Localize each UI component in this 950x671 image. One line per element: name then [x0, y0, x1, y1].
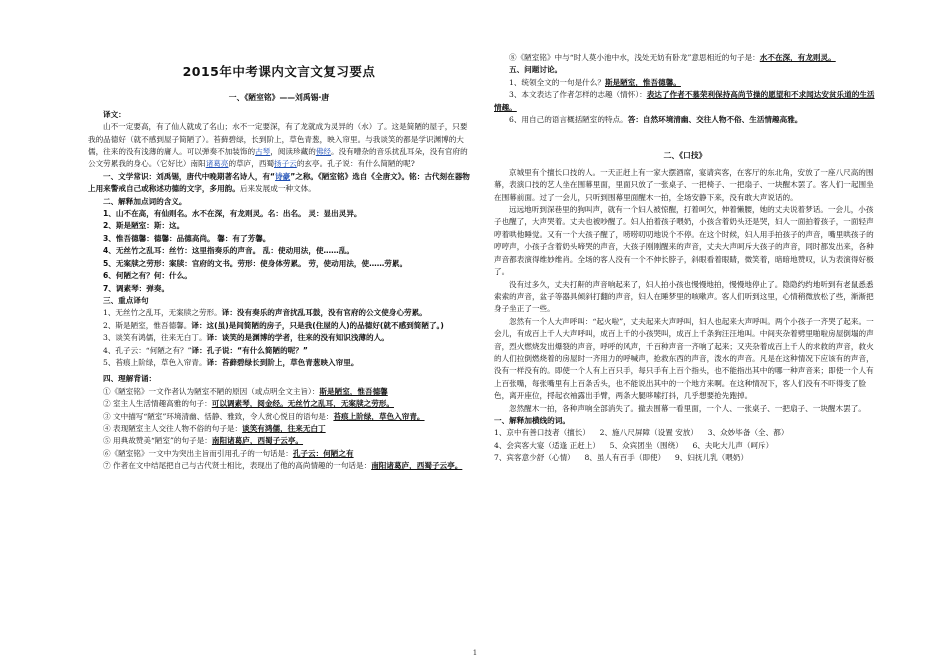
wenti-heading: 五、问题讨论。: [509, 65, 563, 75]
page-title: 2015年中考课内文言文复习要点: [182, 64, 376, 79]
yiwen-paragraph: 山不一定要高，有了仙人就成了名山；水不一定要深，有了龙就成为灵异的（水）了。这是简陋的屋子，只要我的品德好（就不感到屋子简陋了）。苔藓碧绿，长到阶上，草色青葱，映入帘里。与我谈笑的都是学识渊博的大儒，往来的没有浅薄的庸人。可以弹奏不加装饰的古琴，阅读珍藏的佛经。没有嘈杂的音乐扰乱耳朵，没有官府的公文劳累我的身心。（它好比）南阳诸葛亮的草庐，西蜀扬子云的玄亭。孔子说：有什么简陋的呢?: [88, 122, 468, 169]
kouji-paragraph: 没有过多久，丈夫打鼾的声音响起来了，妇人拍小孩也慢慢地拍，慢慢地停止了。隐隐约约地听到有老鼠悉悉索索的声音，盆子等器具倾斜打翻的声音，妇人在睡梦里的咳嗽声。客人们听到这里，心情稍微放松了些，渐渐把身子坐正了一些。: [494, 279, 874, 314]
jieshi-item: 3、惟吾德馨：德馨：品德高尚。 馨：有了芳馨。: [103, 233, 271, 243]
shiyi-row: 7、宾客意少舒（心情） 8、虽人有百手（即使） 9、妇抚儿乳（喂奶）: [494, 453, 749, 463]
jieshi-item: 7、调素琴：弹奏。: [103, 283, 170, 293]
jieshi-item: 6、何陋之有？何：什么。: [103, 271, 192, 281]
recite-item: ④ 表现陋室主人交往人物不俗的句子是：谈笑有鸿儒，往来无白丁: [103, 423, 326, 433]
page-number: 1: [472, 649, 478, 657]
shiyi-row: 1、京中有善口技者（擅长） 2、施八尺屏障（设置 安放） 3、众妙毕备（全、都）: [494, 428, 789, 438]
kouji-paragraph: 远远地听到深巷里的狗叫声，就有一个妇人被惊醒，打着呵欠，伸着懒腰，她的丈夫说着梦话。一会儿，小孩子也醒了，大声哭着。丈夫也被吵醒了。妇人拍着孩子喂奶，小孩含着奶头还是哭，妇人一面拍着孩子，一面轻声哼着哄他睡觉。又有一个大孩子醒了，唠唠叨叨地说个不停。在这个时候，妇人用手拍孩子的声音，嘴里哄孩子的哼哼声，小孩子含着奶头啼哭的声音，大孩子刚刚醒来的声音，丈夫大声呵斥大孩子的声音，同时都发出来，各种声音都表演得维妙维肖。全场的客人没有一个不伸长脖子，斜眼看着眼睛，微笑着，暗暗地赞叹，认为表演得好极了。: [494, 205, 874, 277]
section-title-lsm: 一、《陋室铭》——刘禹锡·唐: [228, 93, 330, 103]
shiyi-heading: 一、解释加横线的词。: [494, 415, 570, 425]
left-column: [88, 0, 470, 473]
jieshi-item: 2、斯是陋室：斯：这。: [103, 221, 185, 231]
zhongdian-heading: 三、重点译句: [103, 295, 149, 305]
recite-item: ⑧《陋室铭》中与“时人莫小池中水，浅处无妨有卧龙”意思相近的句子是：水不在深，有龙则灵。: [509, 53, 836, 62]
link-shihao[interactable]: 诗豪: [275, 171, 291, 181]
link-guqin[interactable]: 古琴: [255, 147, 271, 157]
jieshi-item: 5、无案牍之劳形：案牍：官府的文书。劳形：使身体劳累。 劳，使动用法，使……劳累。: [103, 258, 408, 268]
translation-item: 1、无丝竹之乱耳，无案牍之劳形。译：没有奏乐的声音扰乱耳鼓，没有官府的公文使身心劳累。: [103, 308, 427, 318]
kouji-paragraph: 忽然有一个人大声呼叫：“起火啦”，丈夫起来大声呼叫，妇人也起来大声呼叫。两个小孩子一齐哭了起来。一会儿，有成百上千人大声呼叫，成百上千的小孩哭叫，成百上千条狗汪汪地叫。中间夹杂着劈里啪啦房屋倒塌的声音，烈火燃烧发出爆裂的声音，呼呼的风声，千百种声音一齐响了起来；又夹杂着成百上千人的求救的声音，救火的人们拉倒燃烧着的房屋时一齐用力的呼喊声，抢救东西的声音，泼水的声音。凡是在这种情况下应该有的声音，没有一样没有的。即使一个人有上百只手，每只手有上百个指头，也不能指出其中的哪一种声音来；即使一个人有上百张嘴，每张嘴里有上百条舌头，也不能说出其中的一个地方来啊。在这种情况下，客人们没有不吓得变了脸色，离开座位，捋起衣袖露出手臂，两条大腿哆嗦打抖，几乎想要抢先跑掉。: [494, 316, 874, 401]
section-title-kouji: 二、《口技》: [663, 151, 707, 161]
kouji-paragraph: 忽然醒木一拍，各种声响全部消失了。撤去围幕一看里面，一个人、一张桌子、一把扇子、一块醒木罢了。: [509, 403, 866, 413]
question-item: 6、用自己的语言概括陋室的特点。答：自然环境清幽、交往人物不俗、生活情趣高雅。: [509, 115, 803, 125]
jieshi-item: 4、无丝竹之乱耳：丝竹：这里指奏乐的声音。 乱：使动用法，使……乱。: [103, 246, 354, 256]
link-fojing[interactable]: 佛经: [315, 147, 331, 157]
question-item: 1、统领全文的一句是什么？斯是陋室，惟吾德馨。: [509, 77, 681, 87]
translation-item: 5、苔痕上阶绿，草色入帘青。译：苔藓碧绿长到阶上，草色青葱映入帘里。: [103, 357, 359, 367]
jieshi-item: 1、山不在高，有仙则名。水不在深，有龙则灵。名：出名。 灵：显出灵异。: [103, 209, 362, 219]
link-zhugeliang[interactable]: 诸葛亮: [205, 159, 229, 169]
recite-item: ⑥《陋室铭》一文中为突出主旨而引用孔子的一句话是：孔子云：何陋之有: [103, 448, 354, 458]
translation-item: 3、谈笑有鸿儒，往来无白丁。译：谈笑的是渊博的学者，往来的没有知识浅薄的人。: [103, 333, 389, 343]
link-yangziyun[interactable]: 扬子云: [274, 159, 297, 169]
translation-item: 4、孔子云：“何陋之有？”译：孔子说：“有什么简陋的呢？”: [103, 345, 308, 355]
shiyi-row: 4、会宾客大宴（适逢 正赶上） 5、众宾团坐（围绕） 6、夫叱大儿声（呵斥）: [494, 440, 774, 450]
recite-item: ③ 文中描写“陋室”环境清幽、恬静、雅致，令人赏心悦目的语句是：苔痕上阶绿，草色入帘青。: [103, 411, 425, 421]
right-column: [494, 52, 876, 465]
yiwen-label: 译文：: [103, 109, 126, 119]
kouji-paragraph: 京城里有个擅长口技的人。一天正赶上有一家大摆酒席，宴请宾客，在客厅的东北角，安放了一座八尺高的围幕，表演口技的艺人坐在围幕里面，里面只放了一张桌子、一把椅子、一把扇子、一块醒木罢了。客人们一起围坐在围幕前面。过了一会儿，只听到围幕里面醒木一拍，全场安静下来，没有敢大声说话的。: [494, 167, 874, 202]
question-item: 3、本文表达了作者怎样的志趣（情怀）：表达了作者不慕荣利保持高尚节操的愿望和不求闻达安贫乐道的生活情趣。: [494, 90, 875, 112]
recite-item: ② 室主人生活情趣高雅的句子：可以调素琴，阅金经。无丝竹之乱耳，无案牍之劳形。: [103, 399, 394, 409]
literature-note: 一、文学常识：刘禹锡，唐代中晚期著名诗人，有“诗豪”之称。《陋室铭》选自《全唐文》。铭：古代刻在器物上用来警戒自己或称述功德的文字，多用韵。后来发展成一种文体。: [88, 171, 470, 194]
translation-item: 2、斯是陋室，惟吾德馨。译：这(虽)是间简陋的房子，只是我(住屋的人)的品德好(就不感到简陋了。): [103, 320, 444, 330]
jieshi-heading: 二、解释加点词的含义。: [103, 196, 187, 206]
recite-item: ⑤ 用典故赞美“陋室”的句子是：南阳诸葛庐，西蜀子云亭。: [103, 436, 304, 446]
recite-item: ⑦ 作者在文中结尾把自己与古代贤士相比，表现出了他的高尚情趣的一句话是：南阳诸葛庐，西蜀子云亭。: [103, 461, 463, 471]
recite-item: ①《陋室铭》一文作者认为陋室不陋的原因（或点明全文主旨）：斯是陋室，惟吾德馨: [103, 386, 388, 396]
lijie-heading: 四、理解背诵：: [103, 374, 157, 384]
